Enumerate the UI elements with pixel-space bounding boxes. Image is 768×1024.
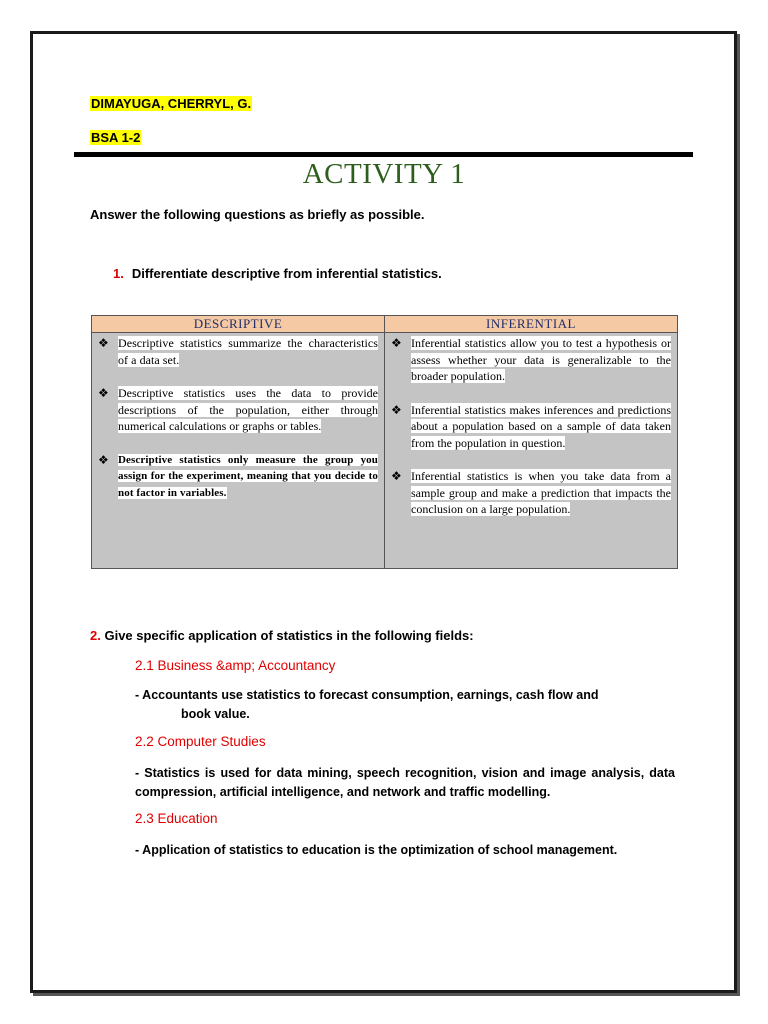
question-1 — [113, 266, 442, 281]
subheading-computer-studies: 2.2 Computer Studies — [135, 734, 266, 749]
diamond-bullet-icon: ❖ — [98, 386, 109, 400]
student-section: BSA 1-2 — [91, 130, 141, 145]
question-2-text: Give specific application of statistics in the following fields: — [104, 628, 474, 643]
list-item: ❖ Descriptive statistics uses the data to provide descriptions of the population, either through numerical calculations or graphs or tables. — [98, 386, 378, 433]
diamond-bullet-icon: ❖ — [391, 336, 402, 350]
list-item: ❖ Descriptive statistics summarize the characteristics of a data set. — [98, 336, 378, 367]
page-title: ACTIVITY 1 — [302, 158, 466, 190]
descriptive-cell — [92, 333, 385, 569]
student-name: DIMAYUGA, CHERRYL, G. — [91, 96, 252, 111]
diamond-bullet-icon: ❖ — [98, 336, 109, 350]
diamond-bullet-icon: ❖ — [391, 402, 402, 417]
list-item: ❖ Descriptive statistics only measure the group you assign for the experiment, meaning that you decide to not factor in variables. — [98, 452, 378, 499]
answer-business — [135, 686, 675, 724]
instruction-text: Answer the following questions as briefly as possible. — [90, 207, 425, 222]
question-2 — [90, 628, 474, 643]
diamond-bullet-icon: ❖ — [391, 469, 402, 483]
header-divider — [74, 152, 693, 157]
column-header-inferential: INFERENTIAL — [385, 316, 678, 333]
subheading-education: 2.3 Education — [135, 811, 218, 826]
answer-education: - Application of statistics to education is the optimization of school management. — [135, 843, 618, 857]
answer-business-line1: - Accountants use statistics to forecast consumption, earnings, cash flow and — [135, 688, 599, 702]
list-item: ❖ Inferential statistics makes inferences and predictions about a population based on a sample of data taken from the population in question. — [391, 402, 671, 450]
answer-computer-studies: - Statistics is used for data mining, speech recognition, vision and image analysis, data compression, artificial intelligence, and network and traffic modelling. — [135, 766, 675, 799]
list-item: ❖ Inferential statistics allow you to test a hypothesis or assess whether your data is generalizable to the broader population. — [391, 336, 671, 383]
question-2-number: 2. — [90, 628, 101, 643]
answer-business-line2: book value. — [181, 707, 250, 721]
list-item: ❖ Inferential statistics is when you take data from a sample group and make a prediction that impacts the conclusion on a large population. — [391, 469, 671, 516]
inferential-cell — [385, 333, 678, 569]
comparison-table — [91, 315, 678, 569]
question-1-text: Differentiate descriptive from inferential statistics. — [131, 266, 442, 281]
column-header-descriptive: DESCRIPTIVE — [92, 316, 385, 333]
question-1-number: 1. — [113, 266, 124, 281]
subheading-business: 2.1 Business &amp; Accountancy — [135, 658, 336, 673]
diamond-bullet-icon: ❖ — [98, 452, 109, 467]
